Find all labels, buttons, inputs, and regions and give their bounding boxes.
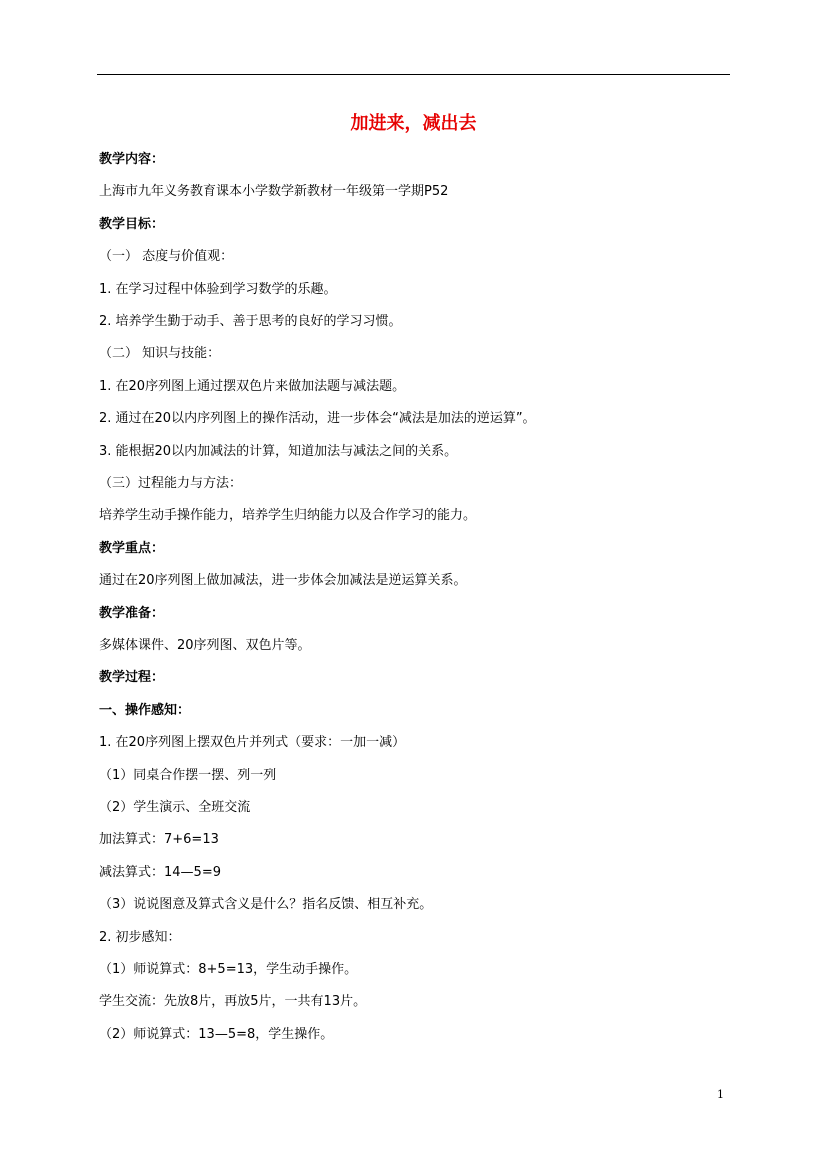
- body-text-line: 培养学生动手操作能力，培养学生归纳能力以及合作学习的能力。: [99, 508, 477, 523]
- body-text-line: 减法算式：14—5=9: [99, 865, 221, 880]
- section-heading: 教学目标：: [99, 217, 165, 232]
- body-text-line: 2. 初步感知：: [99, 930, 181, 945]
- section-heading: 教学内容：: [99, 152, 165, 167]
- body-text-line: 通过在20序列图上做加减法，进一步体会加减法是逆运算关系。: [99, 573, 467, 588]
- body-text-line: （二） 知识与技能：: [99, 346, 221, 361]
- body-text-line: 多媒体课件、20序列图、双色片等。: [99, 638, 311, 653]
- body-text-line: （一） 态度与价值观：: [99, 249, 234, 264]
- body-text-line: 2. 通过在20以内序列图上的操作活动，进一步体会“减法是加法的逆运算”。: [99, 411, 536, 426]
- body-text-line: 1. 在20序列图上通过摆双色片来做加法题与减法题。: [99, 379, 406, 394]
- body-text-line: （3）说说图意及算式含义是什么？指名反馈、相互补充。: [99, 897, 433, 912]
- section-heading: 教学准备：: [99, 606, 165, 621]
- body-text-line: （1）同桌合作摆一摆、列一列: [99, 768, 277, 783]
- section-heading: 一、操作感知：: [99, 703, 191, 718]
- section-heading: 教学过程：: [99, 670, 165, 685]
- page-number: 1: [717, 1088, 724, 1101]
- body-text-line: 2. 培养学生勤于动手、善于思考的良好的学习习惯。: [99, 314, 402, 329]
- body-text-line: （三）过程能力与方法：: [99, 476, 243, 491]
- document-title: 加进来，减出去: [350, 113, 477, 134]
- body-text-line: 上海市九年义务教育课本小学数学新教材一年级第一学期P52: [99, 184, 449, 199]
- body-text-line: 学生交流：先放8片，再放5片，一共有13片。: [99, 994, 367, 1009]
- body-text-line: 加法算式：7+6=13: [99, 832, 219, 847]
- body-text-line: （2）师说算式：13—5=8，学生操作。: [99, 1027, 334, 1042]
- header-rule: [97, 74, 730, 75]
- body-text-line: 1. 在20序列图上摆双色片并列式（要求：一加一减）: [99, 735, 406, 750]
- body-text-line: （1）师说算式：8+5=13，学生动手操作。: [99, 962, 358, 977]
- body-text-line: （2）学生演示、全班交流: [99, 800, 251, 815]
- body-text-line: 1. 在学习过程中体验到学习数学的乐趣。: [99, 282, 337, 297]
- section-heading: 教学重点：: [99, 541, 165, 556]
- body-text-line: 3. 能根据20以内加减法的计算，知道加法与减法之间的关系。: [99, 444, 458, 459]
